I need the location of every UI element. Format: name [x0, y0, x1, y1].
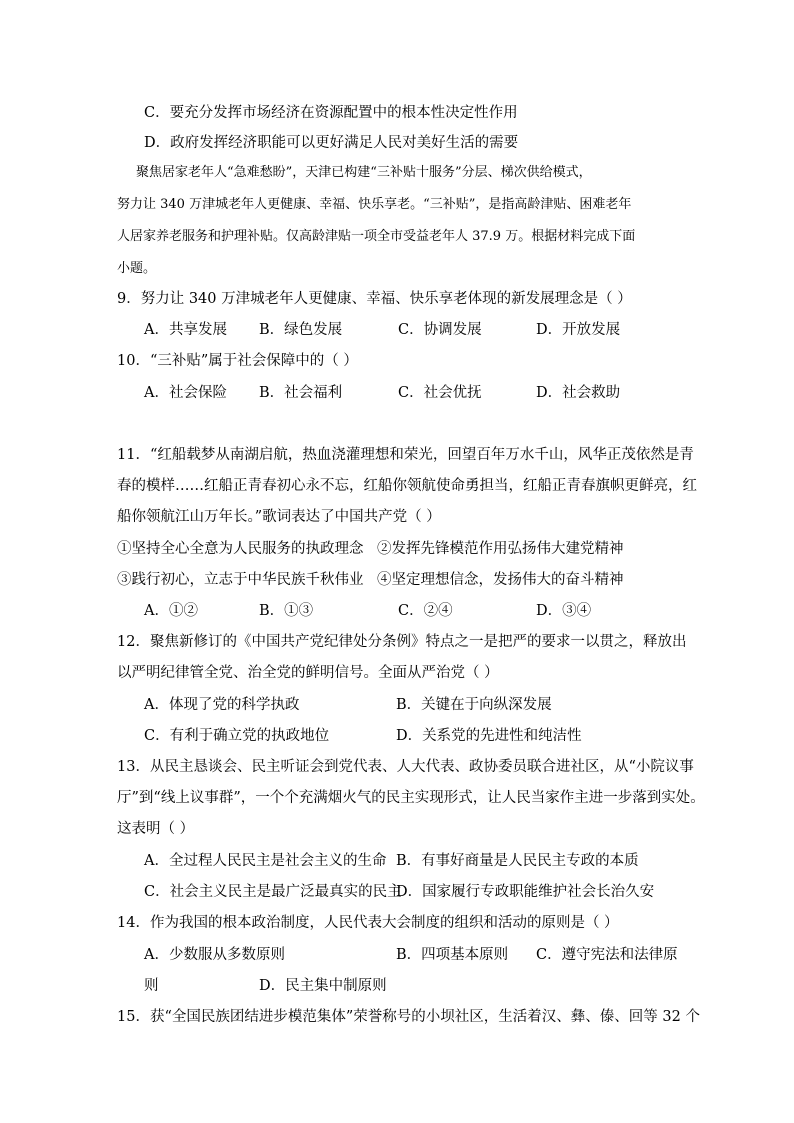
q11-stem-line-3: 船你领航江山万年长。”歌词表达了中国共产党（ ）: [117, 509, 441, 525]
material-line-1: 聚焦居家老年人“急难愁盼”，天津已构建“三补贴十服务”分层、梯次供给模式，: [136, 165, 592, 180]
q9-option-c: C．协调发展: [398, 322, 482, 338]
q14-option-c-wrap: 则: [144, 978, 159, 994]
q12-stem-line-1: 12．聚焦新修订的《中国共产党纪律处分条例》特点之一是把严的要求一以贯之，释放出: [117, 634, 687, 650]
q14-option-d: D．民主集中制原则: [259, 978, 387, 994]
q11-stem-line-1: 11．“红船载梦从南湖启航，热血浇灌理想和荣光，回望百年万水千山，风华正茂依然是青: [117, 447, 694, 463]
q14-option-b: B．四项基本原则: [396, 947, 509, 963]
q8-option-d: D．政府发挥经济职能可以更好满足人民对美好生活的需要: [144, 135, 519, 151]
q13-stem-line-1: 13．从民主恳谈会、民主听证会到党代表、人大代表、政协委员联合进社区，从“小院议事: [117, 759, 694, 775]
q13-option-b: B．有事好商量是人民民主专政的本质: [396, 853, 639, 869]
q11-option-b: B．①③: [259, 603, 314, 619]
q11-option-c: C．②④: [398, 603, 453, 619]
q10-option-d: D．社会救助: [536, 385, 621, 401]
q8-option-c: C．要充分发挥市场经济在资源配置中的根本性决定性作用: [144, 105, 518, 121]
q9-option-a: A．共享发展: [144, 322, 227, 338]
material-line-3: 人居家养老服务和护理补贴。仅高龄津贴一项全市受益老年人 37.9 万。根据材料完成下面: [117, 229, 636, 244]
q13-option-c: C．社会主义民主是最广泛最真实的民主: [144, 884, 402, 900]
q15-stem: 15．获“全国民族团结进步模范集体”荣誉称号的小坝社区，生活着汉、彝、傣、回等 32 个: [117, 1009, 700, 1025]
q11-item-4: ④坚定理想信念，发扬伟大的奋斗精神: [377, 572, 624, 588]
q12-option-d: D．关系党的先进性和纯洁性: [396, 728, 582, 744]
q14-option-c: C．遵守宪法和法律原: [536, 947, 678, 963]
q12-option-b: B．关键在于向纵深发展: [396, 697, 552, 713]
q10-stem: 10．“三补贴”属于社会保障中的（ ）: [117, 353, 358, 369]
q12-option-c: C．有利于确立党的执政地位: [144, 728, 330, 744]
q11-item-3: ③践行初心，立志于中华民族千秋伟业: [117, 572, 364, 588]
q13-option-d: D．国家履行专政职能维护社会长治久安: [396, 884, 655, 900]
q10-option-a: A．社会保险: [144, 385, 227, 401]
q11-item-2: ②发挥先锋模范作用弘扬伟大建党精神: [377, 541, 624, 557]
q10-option-c: C．社会优抚: [398, 385, 482, 401]
q11-stem-line-2: 春的模样……红船正青春初心永不忘，红船你领航使命勇担当，红船正青春旗帜更鲜亮，红: [117, 478, 697, 494]
q12-option-a: A．体现了党的科学执政: [144, 697, 300, 713]
q11-item-1: ①坚持全心全意为人民服务的执政理念: [117, 541, 364, 557]
q11-option-d: D．③④: [536, 603, 592, 619]
q10-option-b: B．社会福利: [259, 385, 343, 401]
q13-stem-line-2: 厅”到“线上议事群”，一个个充满烟火气的民主实现形式，让人民当家作主进一步落到实处。: [117, 790, 705, 806]
material-line-4: 小题。: [117, 261, 157, 276]
q13-option-a: A．全过程人民民主是社会主义的生命: [144, 853, 387, 869]
material-line-2: 努力让 340 万津城老年人更健康、幸福、快乐享老。“三补贴”，是指高龄津贴、困难老年: [117, 197, 632, 212]
q12-stem-line-2: 以严明纪律管全党、治全党的鲜明信号。全面从严治党（ ）: [117, 665, 499, 681]
q9-option-d: D．开放发展: [536, 322, 621, 338]
q13-stem-line-3: 这表明（ ）: [117, 821, 195, 837]
q11-option-a: A．①②: [144, 603, 198, 619]
q9-option-b: B．绿色发展: [259, 322, 343, 338]
q14-option-a: A．少数服从多数原则: [144, 947, 285, 963]
q9-stem: 9．努力让 340 万津城老年人更健康、幸福、快乐享老体现的新发展理念是（ ）: [117, 291, 632, 307]
q14-stem: 14．作为我国的根本政治制度，人民代表大会制度的组织和活动的原则是（ ）: [117, 915, 619, 931]
